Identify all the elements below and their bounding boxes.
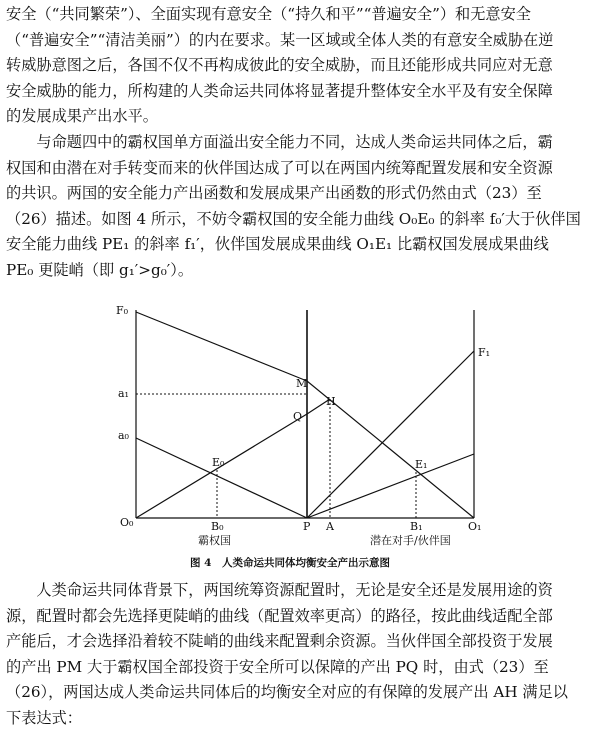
text-line: 转威胁意图之后，各国不仅不再构成彼此的安全威胁，而且还能形成共同应对无意 — [6, 56, 553, 74]
label-a0: a₀ — [118, 429, 129, 442]
text-line: 安全能力曲线 PE₁ 的斜率 f₁′，伙伴国发展成果曲线 O₁E₁ 比霸权国发展成果曲线 — [6, 235, 549, 253]
text-line: PE₀ 更陡峭（即 g₁′>g₀′）。 — [6, 260, 194, 279]
text-line: （26）描述。如图 4 所示，不妨令霸权国的安全能力曲线 O₀E₀ 的斜率 f₀′大于伙伴国 — [6, 209, 581, 228]
label-E0: E₀ — [212, 456, 225, 469]
label-E1: E₁ — [415, 458, 428, 471]
curve-a0-P — [136, 438, 307, 518]
text-line: 下表达式： — [6, 708, 82, 727]
text-line: 与命题四中的霸权国单方面溢出安全能力不同，达成人类命运共同体之后，霸 — [6, 133, 553, 151]
paragraph-2 — [6, 130, 596, 283]
paragraph-3 — [6, 578, 596, 731]
text-line: （“普遍安全”“清洁美丽”）的内在要求。某一区域或全体人类的有意安全威胁在逆 — [6, 30, 554, 49]
text-line: 安全（“共同繁荣”）、全面实现有意安全（“持久和平”“普遍安全”）和无意安全 — [6, 5, 531, 23]
label-B0: B₀ — [211, 520, 224, 533]
text-line: 的共识。两国的安全能力产出函数和发展成果产出函数的形式仍然由式（23）至 — [6, 184, 542, 202]
curve-F0-P — [136, 312, 307, 381]
label-O1: O₁ — [468, 520, 482, 533]
text-line: 权国和由潜在对手转变而来的伙伴国达成了可以在两国内统筹配置发展和安全资源 — [6, 158, 553, 177]
figure-caption: 图 4 人类命运共同体均衡安全产出示意图 — [190, 557, 390, 569]
label-F0: F₀ — [116, 304, 129, 317]
label-B1: B₁ — [410, 520, 423, 533]
label-H: H — [326, 395, 336, 408]
label-Q: Q — [293, 410, 303, 423]
figure-4-diagram — [112, 294, 502, 570]
label-F1: F₁ — [478, 346, 491, 359]
curve-P-O1 — [307, 454, 474, 518]
axis-label-hegemon: 霸权国 — [198, 534, 231, 547]
label-P: P — [303, 520, 311, 533]
text-line: 安全威胁的能力，所构建的人类命运共同体将显著提升整体安全水平及有安全保障 — [6, 81, 553, 100]
label-O0: O₀ — [120, 516, 134, 529]
text-line: 源，配置时都会先选择更陡峭的曲线（配置效率更高）的路径，按此曲线适配全部 — [6, 606, 553, 625]
curve-P-F1 — [307, 351, 474, 518]
text-line: 的发展成果产出水平。 — [6, 107, 158, 125]
axis-label-partner: 潜在对手/伙伴国 — [370, 534, 451, 547]
paragraph-1 — [6, 2, 596, 130]
label-a1: a₁ — [118, 387, 129, 400]
text-line: 产能后，才会选择沿着较不陡峭的曲线来配置剩余资源。当伙伴国全部投资于发展 — [6, 632, 553, 650]
text-line: 的产出 PM 大于霸权国全部投资于安全所可以保障的产出 PQ 时，由式（23）至 — [6, 657, 549, 676]
label-M: M — [296, 377, 308, 390]
text-line: 人类命运共同体背景下，两国统筹资源配置时，无论是安全还是发展用途的资 — [6, 581, 553, 599]
label-A: A — [326, 520, 334, 533]
text-line: （26），两国达成人类命运共同体后的均衡安全对应的有保障的发展产出 AH 满足以 — [6, 683, 568, 701]
